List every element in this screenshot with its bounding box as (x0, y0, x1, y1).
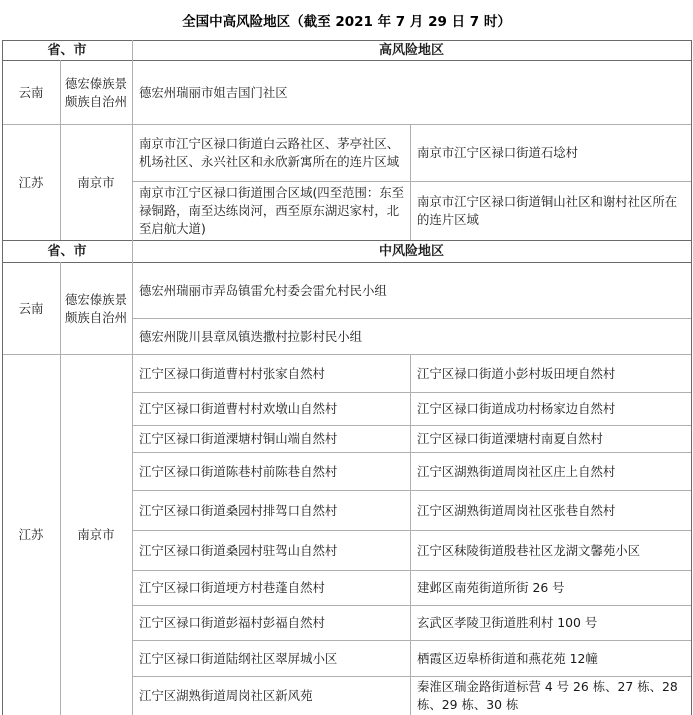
sheet-title: 全国中高风险地区（截至 2021 年 7 月 29 日 7 时） (182, 14, 511, 30)
medium-risk-area: 江宁区禄口街道小彭村坂田埂自然村 (417, 365, 616, 381)
medium-risk-areas-header: 中风险地区 (378, 243, 444, 259)
city-cell: 南京市 (77, 174, 115, 190)
medium-risk-area: 秦淮区瑞金路街道标营 4 号 26 栋、27 栋、28 栋、29 栋、30 栋 (417, 679, 678, 712)
prefecture-cell: 德宏傣族景颇族自治州 (65, 291, 127, 325)
medium-risk-area: 江宁区禄口街道彭福村彭福自然村 (139, 615, 325, 630)
medium-risk-area: 江宁区湖熟街道周岗社区新风苑 (139, 688, 313, 703)
medium-risk-area: 江宁区湖熟街道周岗社区庄上自然村 (417, 463, 616, 479)
high-risk-area: 南京市江宁区禄口街道铜山社区和谢村社区所在的连片区域 (417, 194, 678, 227)
grid-line (691, 40, 692, 715)
medium-risk-area: 江宁区禄口街道溧塘村铜山端自然村 (139, 431, 338, 446)
medium-risk-area: 德宏州瑞丽市弄岛镇雷允村委会雷允村民小组 (139, 282, 387, 298)
high-risk-area: 南京市江宁区禄口街道白云路社区、茅亭社区、机场社区、永兴社区和永欣新寓所在的连片区域 (139, 136, 400, 169)
province-cell: 云南 (18, 300, 44, 316)
province-cell: 江苏 (18, 174, 44, 190)
medium-risk-region-header: 省、市 (47, 243, 87, 259)
province-cell: 云南 (18, 84, 44, 100)
medium-risk-area: 江宁区禄口街道埂方村巷蓬自然村 (139, 580, 325, 595)
high-risk-region-header: 省、市 (47, 42, 87, 58)
high-risk-area: 南京市江宁区禄口街道石埝村 (417, 145, 579, 160)
medium-risk-area: 江宁区禄口街道曹村村张家自然村 (139, 365, 325, 381)
medium-risk-area: 江宁区禄口街道曹村村欢墩山自然村 (139, 401, 338, 416)
medium-risk-area: 江宁区秣陵街道殷巷社区龙湖文馨苑小区 (417, 542, 641, 558)
medium-risk-area: 建邺区南苑街道所街 26 号 (417, 580, 565, 595)
medium-risk-area: 江宁区禄口街道桑园村排驾口自然村 (139, 502, 338, 518)
medium-risk-area: 江宁区禄口街道成功村杨家边自然村 (417, 401, 616, 416)
high-risk-areas-header: 高风险地区 (378, 42, 444, 58)
medium-risk-area: 江宁区禄口街道桑园村驻驾山自然村 (139, 542, 338, 558)
medium-risk-area: 江宁区湖熟街道周岗社区张巷自然村 (417, 502, 616, 518)
medium-risk-area: 栖霞区迈皋桥街道和燕花苑 12幢 (417, 650, 598, 666)
medium-risk-area: 江宁区禄口街道陆纲社区翠屏城小区 (139, 650, 338, 666)
medium-risk-area: 江宁区禄口街道陈巷村前陈巷自然村 (139, 463, 338, 479)
medium-risk-area: 德宏州陇川县章凤镇迭撒村拉影村民小组 (139, 328, 363, 344)
province-cell: 江苏 (18, 527, 44, 542)
medium-risk-area: 江宁区禄口街道溧塘村南夏自然村 (417, 431, 603, 446)
medium-risk-area: 玄武区孝陵卫街道胜利村 100 号 (417, 615, 598, 630)
high-risk-area: 南京市江宁区禄口街道围合区域(四至范围：东至禄铜路，南至达练岗河，西至原东湖迟家村，北至启航大道) (139, 185, 405, 236)
high-risk-area: 德宏州瑞丽市姐吉国门社区 (139, 84, 288, 100)
prefecture-cell: 德宏傣族景颇族自治州 (65, 75, 127, 109)
city-cell: 南京市 (77, 527, 115, 542)
